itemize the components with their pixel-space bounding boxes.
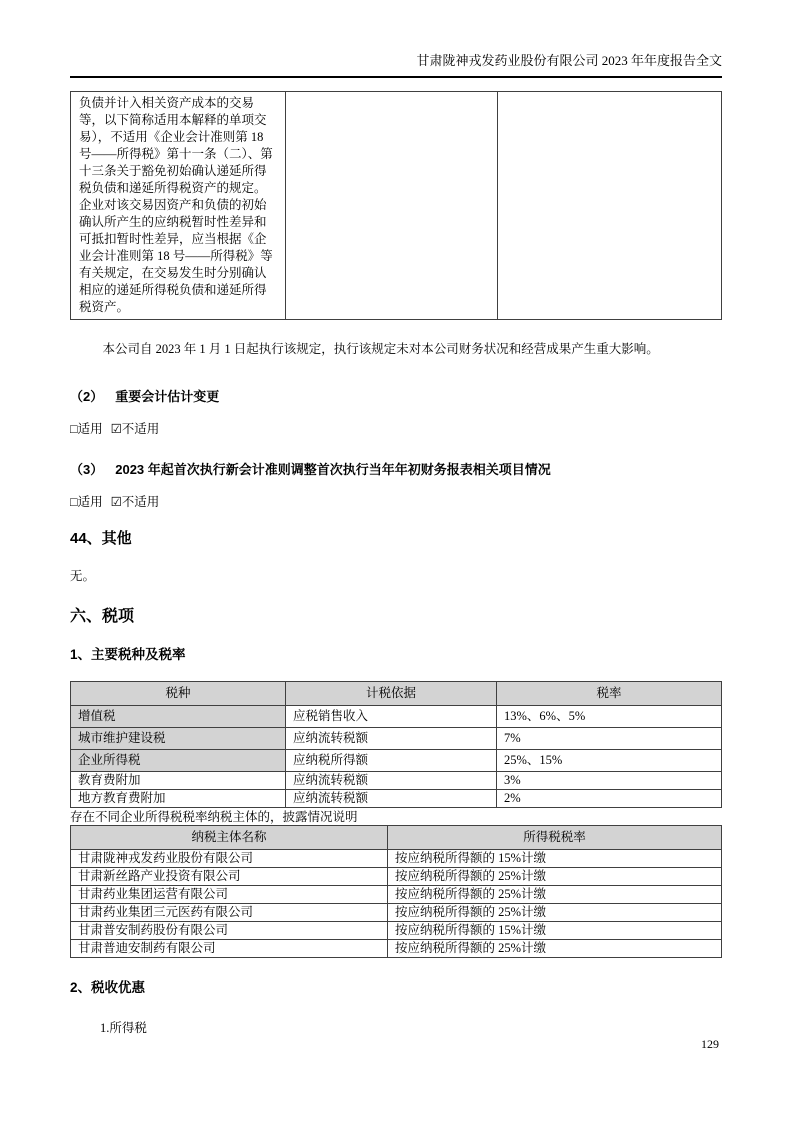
tax-basis-cell: 应纳税所得额 [286,750,497,772]
intro-paragraph: 本公司自 2023 年 1 月 1 日起执行该规定，执行该规定未对本公司财务状况和经营成果产生重大影响。 [102,342,659,356]
policy-text-cell: 负债并计入相关资产成本的交易等，以下简称适用本解释的单项交易），不适用《企业会计准则第 18 号——所得税》第十一条（二）、第十三条关于豁免初始确认递延所得税负债和递延所得税资产的规定。企业对该交易因资产和负债的初始确认所产生的应纳税暂时性差异和可抵扣暂时性差异，应当根据《企业会计准则第 18 号——所得税》等有关规定，在交易发生时分别确认相应的递延所得税负债和递延所得税资产。 [71,92,286,320]
table-row [71,750,722,772]
table-row [71,868,722,886]
taxpayer-name-cell: 甘肃药业集团三元医药有限公司 [71,904,388,922]
taxpayer-rate-table [70,825,722,958]
taxpayer-name-cell: 甘肃陇神戎发药业股份有限公司 [71,850,388,868]
other-body-text: 无。 [70,569,96,583]
table-row [71,728,722,750]
empty-cell [286,92,498,320]
table-row [71,940,722,958]
taxpayer-name-cell: 甘肃药业集团运营有限公司 [71,886,388,904]
income-tax-rate-cell: 按应纳税所得额的 25%计缴 [388,886,722,904]
column-header-tax-type: 税种 [71,682,286,706]
not-applicable-label: 不适用 [121,422,160,436]
income-tax-line: 1.所得税 [100,1021,147,1035]
income-tax-rate-cell: 按应纳税所得额的 25%计缴 [388,904,722,922]
tax-basis-cell: 应纳流转税额 [286,790,497,808]
checkbox-unchecked-icon: □ [70,495,78,509]
tax-basis-cell: 应纳流转税额 [286,772,497,790]
checkbox-unchecked-icon: □ [70,422,78,436]
table-row [71,92,722,320]
column-header-taxpayer-name: 纳税主体名称 [71,826,388,850]
taxpayer-name-cell: 甘肃普迪安制药有限公司 [71,940,388,958]
column-header-income-tax-rate: 所得税税率 [388,826,722,850]
applicable-option [70,495,103,509]
income-tax-rate-cell: 按应纳税所得额的 15%计缴 [388,850,722,868]
applicability-line [70,494,722,511]
applicable-label: 适用 [77,422,103,436]
applicability-line [70,421,722,438]
section-heading-tax: 六、税项 [70,608,135,625]
column-header-tax-basis: 计税依据 [286,682,497,706]
applicable-label: 适用 [77,495,103,509]
applicable-option [70,422,103,436]
taxpayer-name-cell: 甘肃新丝路产业投资有限公司 [71,868,388,886]
table-header-row [71,682,722,706]
subsection-heading-incentives: 2、税收优惠 [70,980,146,995]
disclosure-note: 存在不同企业所得税税率纳税主体的，披露情况说明 [70,810,358,824]
tax-basis-cell: 应纳流转税额 [286,728,497,750]
table-row [71,850,722,868]
tax-rate-cell: 3% [497,772,722,790]
section-label: 重要会计估计变更 [115,389,220,404]
tax-type-cell: 教育费附加 [71,772,286,790]
subsection-heading-main-rates: 1、主要税种及税率 [70,647,186,662]
table-row [71,772,722,790]
income-tax-rate-cell: 按应纳税所得额的 25%计缴 [388,868,722,886]
table-row [71,922,722,940]
income-tax-rate-cell: 按应纳税所得额的 15%计缴 [388,922,722,940]
page-number: 129 [701,1037,719,1051]
income-tax-rate-cell: 按应纳税所得额的 25%计缴 [388,940,722,958]
table-row [71,904,722,922]
table-row [71,790,722,808]
table-header-row [71,826,722,850]
tax-rate-table [70,681,722,808]
not-applicable-label: 不适用 [121,495,160,509]
not-applicable-option [111,422,160,436]
tax-type-cell: 企业所得税 [71,750,286,772]
accounting-policy-continuation-table [70,91,722,320]
tax-type-cell: 增值税 [71,706,286,728]
section-number: （3） [70,462,104,477]
tax-rate-cell: 13%、6%、5% [497,706,722,728]
tax-rate-cell: 25%、15% [497,750,722,772]
column-header-tax-rate: 税率 [497,682,722,706]
not-applicable-option [111,495,160,509]
table-row [71,706,722,728]
tax-type-cell: 城市维护建设税 [71,728,286,750]
section-label: 2023 年起首次执行新会计准则调整首次执行当年年初财务报表相关项目情况 [115,462,551,477]
tax-rate-cell: 2% [497,790,722,808]
section-number: （2） [70,389,104,404]
checkbox-checked-icon: ☑ [110,495,122,509]
taxpayer-name-cell: 甘肃普安制药股份有限公司 [71,922,388,940]
empty-cell [498,92,722,320]
table-row [71,886,722,904]
checkbox-checked-icon: ☑ [110,422,122,436]
section-heading-other: 44、其他 [70,530,132,547]
page-header-title: 甘肃陇神戎发药业股份有限公司 2023 年年度报告全文 [416,53,722,68]
section-heading-estimate-change [70,388,722,405]
section-heading-new-standards [70,461,722,478]
tax-type-cell: 地方教育费附加 [71,790,286,808]
header-rule [70,76,722,78]
tax-basis-cell: 应税销售收入 [286,706,497,728]
tax-rate-cell: 7% [497,728,722,750]
